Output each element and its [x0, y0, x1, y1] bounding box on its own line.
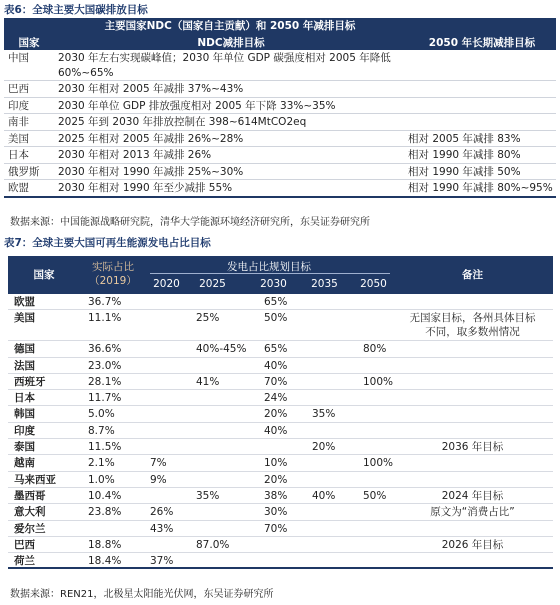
- country-cell: 日本: [14, 392, 35, 405]
- country-cell: 巴西: [14, 538, 35, 551]
- note-cell: [392, 488, 553, 504]
- note-text: 2024 年目标: [441, 489, 504, 502]
- table7-header: [8, 256, 553, 294]
- target-share-cell: 65%: [264, 343, 288, 356]
- country-cell: 荷兰: [14, 555, 35, 568]
- country-cell: 法国: [14, 359, 35, 372]
- target-share-cell: 24%: [264, 392, 288, 405]
- table-row: [8, 406, 553, 422]
- table6-header-top: 主要国家NDC（国家自主贡献）和 2050 年减排目标: [104, 20, 356, 32]
- country-cell: 中国: [8, 52, 29, 64]
- table-row: [8, 294, 553, 310]
- table-row: [8, 455, 553, 471]
- ndc-target-text-cont: 60%~65%: [58, 66, 114, 79]
- long-term-target-cell: [404, 114, 556, 130]
- target-share-cell: 38%: [264, 489, 288, 502]
- table6-col-long: 2050 年长期减排目标: [428, 37, 536, 49]
- table7-body: [8, 294, 553, 569]
- target-share-cell: 100%: [363, 457, 394, 470]
- ndc-target-text: 2025 年到 2030 年排放控制在 398~614MtCO2eq: [58, 116, 307, 128]
- table7-col-actual: [80, 260, 146, 288]
- ndc-target-cell: [54, 114, 404, 130]
- actual-share-cell: 1.0%: [88, 473, 115, 486]
- table7-source: 数据来源：REN21，北极星太阳能光伏网，东吴证券研究所: [10, 589, 274, 600]
- table-row: [8, 488, 553, 504]
- table6-source: 数据来源：中国能源战略研究院，清华大学能源环境经济研究所，东吴证券研究所: [10, 217, 370, 228]
- target-share-cell: 65%: [264, 296, 288, 308]
- target-share-cell: 50%: [264, 312, 288, 325]
- table7-col-plan: 发电占比规划目标: [227, 261, 311, 273]
- country-cell: 日本: [8, 149, 29, 161]
- target-share-cell: 20%: [312, 441, 336, 454]
- table-row: [8, 504, 553, 520]
- target-share-cell: 35%: [196, 489, 220, 502]
- table-row: [8, 537, 553, 553]
- ndc-target-cell: [54, 147, 404, 163]
- actual-share-cell: 11.1%: [88, 312, 122, 325]
- target-share-cell: 50%: [363, 489, 387, 502]
- target-share-cell: 40%: [264, 424, 288, 437]
- table-row: [4, 180, 556, 198]
- actual-share-cell: 23.0%: [88, 359, 122, 372]
- country-cell: 美国: [8, 132, 29, 145]
- country-cell: 意大利: [14, 506, 46, 519]
- target-share-cell: 20%: [264, 473, 288, 486]
- table6-body: [4, 50, 556, 198]
- target-share-cell: 70%: [264, 522, 288, 535]
- actual-share-cell: 11.7%: [88, 392, 122, 405]
- country-cell: 俄罗斯: [8, 165, 40, 178]
- note-text-cont: 不同，取多数州情况: [425, 326, 520, 339]
- country-cell: 泰国: [14, 441, 35, 454]
- actual-share-cell: 2.1%: [88, 457, 115, 470]
- table7-col-actual-year: （2019）: [89, 275, 137, 287]
- ndc-target-cell: [54, 131, 404, 147]
- note-text: 2036 年目标: [441, 441, 504, 454]
- target-share-cell: 87.0%: [196, 538, 230, 551]
- table-row: [4, 50, 556, 81]
- long-term-target-cell: [404, 50, 556, 80]
- table-row: [8, 472, 553, 488]
- ndc-target-text: 2030 年相对 1990 年至少减排 55%: [58, 182, 233, 194]
- note-text: 无国家目标，各州具体目标: [409, 312, 536, 325]
- long-term-target-cell: 相对 1990 年减排 80%~95%: [408, 182, 553, 194]
- table-row: [8, 341, 553, 357]
- actual-share-cell: 23.8%: [88, 506, 122, 519]
- table-row: [8, 423, 553, 439]
- country-cell: 南非: [8, 116, 29, 128]
- target-share-cell: 70%: [264, 375, 288, 388]
- target-share-cell: 35%: [312, 408, 336, 421]
- table-row: [8, 553, 553, 569]
- ndc-target-cell: [54, 98, 404, 114]
- country-cell: 欧盟: [8, 182, 29, 194]
- target-share-cell: 20%: [264, 408, 288, 421]
- table-row: [8, 374, 553, 390]
- table7-col-year: 2025: [199, 278, 226, 290]
- actual-share-cell: 36.7%: [88, 296, 122, 308]
- table-row: [8, 521, 553, 537]
- table-row: [4, 98, 556, 115]
- table7-col-year: 2030: [260, 278, 287, 290]
- actual-share-cell: 11.5%: [88, 441, 122, 454]
- note-cell: [392, 537, 553, 553]
- renewable-share-table: [8, 256, 553, 569]
- country-cell: 韩国: [14, 408, 35, 421]
- table7-col-year: 2035: [311, 278, 338, 290]
- target-share-cell: 37%: [150, 555, 174, 568]
- table7-plan-divider: [150, 273, 390, 274]
- long-term-target-cell: 相对 1990 年减排 80%: [408, 149, 521, 161]
- note-text: 原文为“消费占比”: [430, 506, 515, 519]
- actual-share-cell: 28.1%: [88, 375, 122, 388]
- target-share-cell: 30%: [264, 506, 288, 519]
- country-cell: 越南: [14, 457, 35, 470]
- table-row: [8, 310, 553, 341]
- ndc-target-text: 2030 年相对 2013 年减排 26%: [58, 149, 212, 161]
- table-row: [8, 390, 553, 406]
- table6-caption: 表6：全球主要大国碳排放目标: [4, 4, 148, 16]
- table-row: [8, 358, 553, 374]
- actual-share-cell: 36.6%: [88, 343, 122, 356]
- table6-header: [4, 18, 556, 50]
- actual-share-cell: 8.7%: [88, 424, 115, 437]
- note-cell: [392, 439, 553, 455]
- target-share-cell: 40%: [312, 489, 336, 502]
- actual-share-cell: 18.8%: [88, 538, 122, 551]
- table-row: [4, 147, 556, 164]
- note-cell: [392, 311, 553, 339]
- ndc-target-cell: [54, 50, 404, 80]
- target-share-cell: 7%: [150, 457, 167, 470]
- ndc-target-cell: [54, 180, 404, 196]
- ndc-target-text: 2025 年相对 2005 年减排 26%~28%: [58, 132, 244, 145]
- country-cell: 德国: [14, 343, 35, 356]
- long-term-target-cell: 相对 1990 年减排 50%: [408, 165, 521, 178]
- ndc-target-text: 2030 年单位 GDP 排放强度相对 2005 年下降 33%~35%: [58, 99, 336, 112]
- table6-col-country: 国家: [18, 37, 40, 49]
- note-text: 2026 年目标: [441, 538, 504, 551]
- ndc-target-cell: [54, 81, 404, 97]
- table7-col-actual-label: 实际占比: [92, 261, 134, 273]
- table7-col-note: 备注: [462, 269, 483, 281]
- target-share-cell: 100%: [363, 375, 394, 388]
- target-share-cell: 10%: [264, 457, 288, 470]
- note-cell: [392, 504, 553, 520]
- country-cell: 马来西亚: [14, 473, 56, 486]
- actual-share-cell: 5.0%: [88, 408, 115, 421]
- long-term-target-cell: [404, 81, 556, 97]
- table-row: [4, 164, 556, 181]
- table-row: [4, 81, 556, 98]
- table7-col-year: 2050: [360, 278, 387, 290]
- long-term-target-cell: 相对 2005 年减排 83%: [408, 132, 521, 145]
- table7-caption: 表7：全球主要大国可再生能源发电占比目标: [4, 237, 211, 249]
- target-share-cell: 9%: [150, 473, 167, 486]
- table-row: [8, 439, 553, 455]
- target-share-cell: 40%: [264, 359, 288, 372]
- emission-targets-table: [4, 18, 556, 198]
- country-cell: 墨西哥: [14, 489, 46, 502]
- table-row: [4, 114, 556, 131]
- actual-share-cell: 10.4%: [88, 489, 122, 502]
- country-cell: 美国: [14, 312, 35, 325]
- target-share-cell: 41%: [196, 375, 220, 388]
- ndc-target-text: 2030 年相对 1990 年减排 25%~30%: [58, 165, 244, 178]
- target-share-cell: 26%: [150, 506, 174, 519]
- country-cell: 印度: [8, 99, 29, 112]
- country-cell: 印度: [14, 424, 35, 437]
- target-share-cell: 40%-45%: [196, 343, 247, 356]
- country-cell: 欧盟: [14, 296, 35, 308]
- country-cell: 巴西: [8, 83, 29, 95]
- ndc-target-cell: [54, 164, 404, 180]
- target-share-cell: 43%: [150, 522, 174, 535]
- table7-col-year: 2020: [153, 278, 180, 290]
- ndc-target-text: 2030 年相对 2005 年减排 37%~43%: [58, 83, 244, 95]
- country-cell: 西班牙: [14, 375, 46, 388]
- table6-col-ndc: NDC减排目标: [197, 37, 265, 49]
- target-share-cell: 80%: [363, 343, 387, 356]
- table-row: [4, 131, 556, 148]
- target-share-cell: 25%: [196, 312, 220, 325]
- long-term-target-cell: [404, 98, 556, 114]
- table7-col-country: 国家: [33, 269, 55, 281]
- ndc-target-text: 2030 年左右实现碳峰值；2030 年单位 GDP 碳强度相对 2005 年降低: [58, 52, 391, 64]
- actual-share-cell: 18.4%: [88, 555, 122, 568]
- country-cell: 爱尔兰: [14, 522, 46, 535]
